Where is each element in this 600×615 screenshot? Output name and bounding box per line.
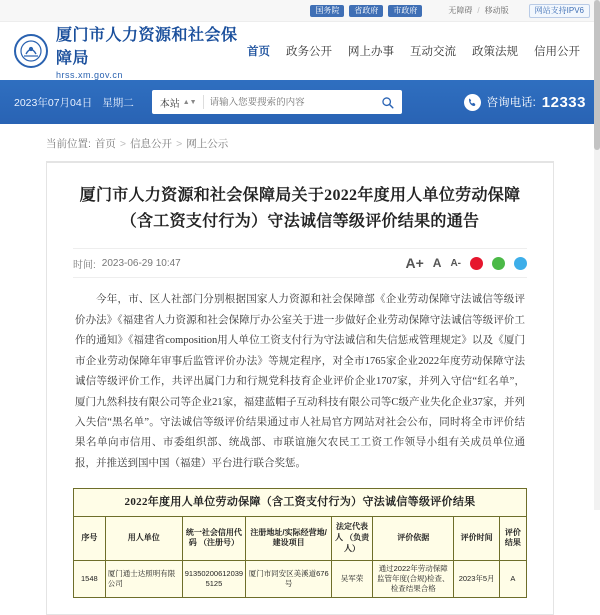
- hotline-number: 12333: [541, 93, 586, 111]
- table-caption: 2022年度用人单位劳动保障（含工资支付行为）守法诚信等级评价结果: [74, 489, 527, 517]
- nav-item-credit[interactable]: 信用公开: [534, 46, 580, 58]
- scrollbar-thumb[interactable]: [594, 0, 600, 150]
- search-icon[interactable]: [374, 90, 402, 114]
- page-scrollbar[interactable]: [594, 0, 600, 510]
- search-band: [0, 80, 600, 124]
- search-box[interactable]: [152, 90, 402, 114]
- hotline-label: 咨询电话:: [486, 97, 536, 109]
- topbar-chip-gov-cn[interactable]: 国务院: [310, 5, 344, 17]
- nav-item-online-services[interactable]: 网上办事: [348, 46, 394, 58]
- nav-item-home[interactable]: 首页: [247, 46, 270, 58]
- nav-item-policy[interactable]: 政策法规: [472, 46, 518, 58]
- font-size-medium-button[interactable]: A: [432, 256, 442, 271]
- breadcrumb-item-online-notice[interactable]: 网上公示: [186, 138, 229, 150]
- cell-eval-result: A: [499, 560, 526, 597]
- site-header: [0, 22, 600, 80]
- table-header-row: [74, 517, 527, 560]
- article-body: 今年，市、区人社部门分别根据国家人力资源和社会保障部《企业劳动保障守法诚信等级评价办法》《福建省人力资源和社会保障厅办公室关于进一步做好企业劳动保障守法诚信等级评价工作的通知》《福建省composition用人单位工资支付行为守法诚信和失信惩戒管理规定》以及《厦门市企业劳动保障年审事后监管评价办法》等规定程序，对全市1765家企业2022年度劳动保障守法诚信等级评价工作，共评出属门力和行规党科技育企业评价企业1707家，并列入守信“红名单”，厦门九然科技有限公司等企业21家，福建蓝帽子互动科技有限公司等C级产业失化企业37家，并列入失信“黑名单”。守法诚信等级评价结果通过市人社局官方网站对社会公布，同时将全市评价结果名单向市信用、市委组织部、统战部、市联谊施欠农民工工资工作领导小组有关成员单位通报，并推送到国中国（福建）平台进行联合奖惩。: [75, 294, 525, 469]
- nav-item-interaction[interactable]: 互动交流: [410, 46, 456, 58]
- table-caption-row: [74, 489, 527, 517]
- current-date-block: [14, 95, 134, 110]
- page-content: [0, 124, 600, 615]
- topbar-chip-province[interactable]: 省政府: [349, 5, 383, 17]
- qq-share-icon[interactable]: [514, 257, 527, 270]
- wechat-share-icon[interactable]: [492, 257, 505, 270]
- utility-topbar: [0, 0, 600, 22]
- column-header-eval-result: 评价 结果: [499, 517, 526, 560]
- column-header-credit-code: 统一社会信用代码 （注册号）: [182, 517, 245, 560]
- font-size-large-button[interactable]: A+: [405, 255, 424, 272]
- cell-employer: 厦门通士达照明有限公司: [105, 560, 182, 597]
- topbar-link-accessibility[interactable]: 无障碍: [448, 6, 473, 15]
- main-navigation: [247, 43, 586, 59]
- topbar-link-mobile[interactable]: 移动版: [484, 6, 509, 15]
- cell-basis: 通过2022年劳动保障监管年度(合规)检查、检查结果合格: [372, 560, 454, 597]
- breadcrumb: [46, 124, 554, 161]
- column-header-eval-time: 评价时间: [454, 517, 499, 560]
- nav-item-government-affairs[interactable]: 政务公开: [286, 46, 332, 58]
- evaluation-results-table: [73, 488, 527, 598]
- phone-icon: [464, 94, 481, 111]
- publish-time-label: 时间:: [73, 259, 96, 271]
- chevron-updown-icon: ▲▼: [182, 98, 197, 106]
- topbar-ipv6-badge: 网站支持IPV6: [529, 4, 590, 18]
- column-header-basis: 评价依据: [372, 517, 454, 560]
- breadcrumb-item-info-disclosure[interactable]: 信息公开: [130, 138, 173, 150]
- current-date: 2023年07月04日: [14, 96, 93, 109]
- site-logo[interactable]: [14, 22, 247, 80]
- search-scope-label: 本站: [159, 98, 180, 110]
- cell-credit-code: 913502006120395125: [182, 560, 245, 597]
- cell-index: 1548: [74, 560, 106, 597]
- breadcrumb-prefix: 当前位置:: [46, 138, 91, 150]
- font-size-small-button[interactable]: A-: [450, 257, 461, 269]
- column-header-legal-rep: 法定代表人 （负责人）: [332, 517, 373, 560]
- column-header-address: 注册地址/实际经营地/建设项目: [246, 517, 332, 560]
- search-input[interactable]: [204, 97, 374, 108]
- emblem-icon: [14, 34, 48, 68]
- search-scope-selector[interactable]: [152, 95, 204, 109]
- cell-address: 厦门市同安区美溪道676号: [246, 560, 332, 597]
- table-row: [74, 560, 527, 597]
- cell-legal-rep: 吴军荣: [332, 560, 373, 597]
- article-meta-bar: [73, 248, 527, 278]
- current-weekday: 星期二: [102, 96, 134, 109]
- site-title: 厦门市人力资源和社会保障局: [56, 27, 238, 67]
- breadcrumb-separator-2: >: [176, 137, 183, 150]
- column-header-employer: 用人单位: [105, 517, 182, 560]
- evaluation-table-wrapper: [73, 488, 527, 604]
- weibo-share-icon[interactable]: [470, 257, 483, 270]
- hotline-block: [464, 94, 586, 111]
- topbar-divider: /: [477, 6, 480, 15]
- publish-time-value: 2023-06-29 10:47: [101, 257, 181, 269]
- breadcrumb-separator-1: >: [119, 137, 127, 150]
- breadcrumb-item-home[interactable]: 首页: [94, 138, 116, 150]
- article-tools: [405, 255, 527, 271]
- column-header-index: 序号: [74, 517, 106, 560]
- article-card: [46, 161, 554, 615]
- topbar-chip-city[interactable]: 市政府: [388, 5, 422, 17]
- site-url: hrss.xm.gov.cn: [56, 70, 123, 80]
- page-title: 厦门市人力资源和社会保障局关于2022年度用人单位劳动保障（含工资支付行为）守法诚信等级评价结果的通告: [79, 187, 521, 230]
- cell-eval-time: 2023年5月: [454, 560, 499, 597]
